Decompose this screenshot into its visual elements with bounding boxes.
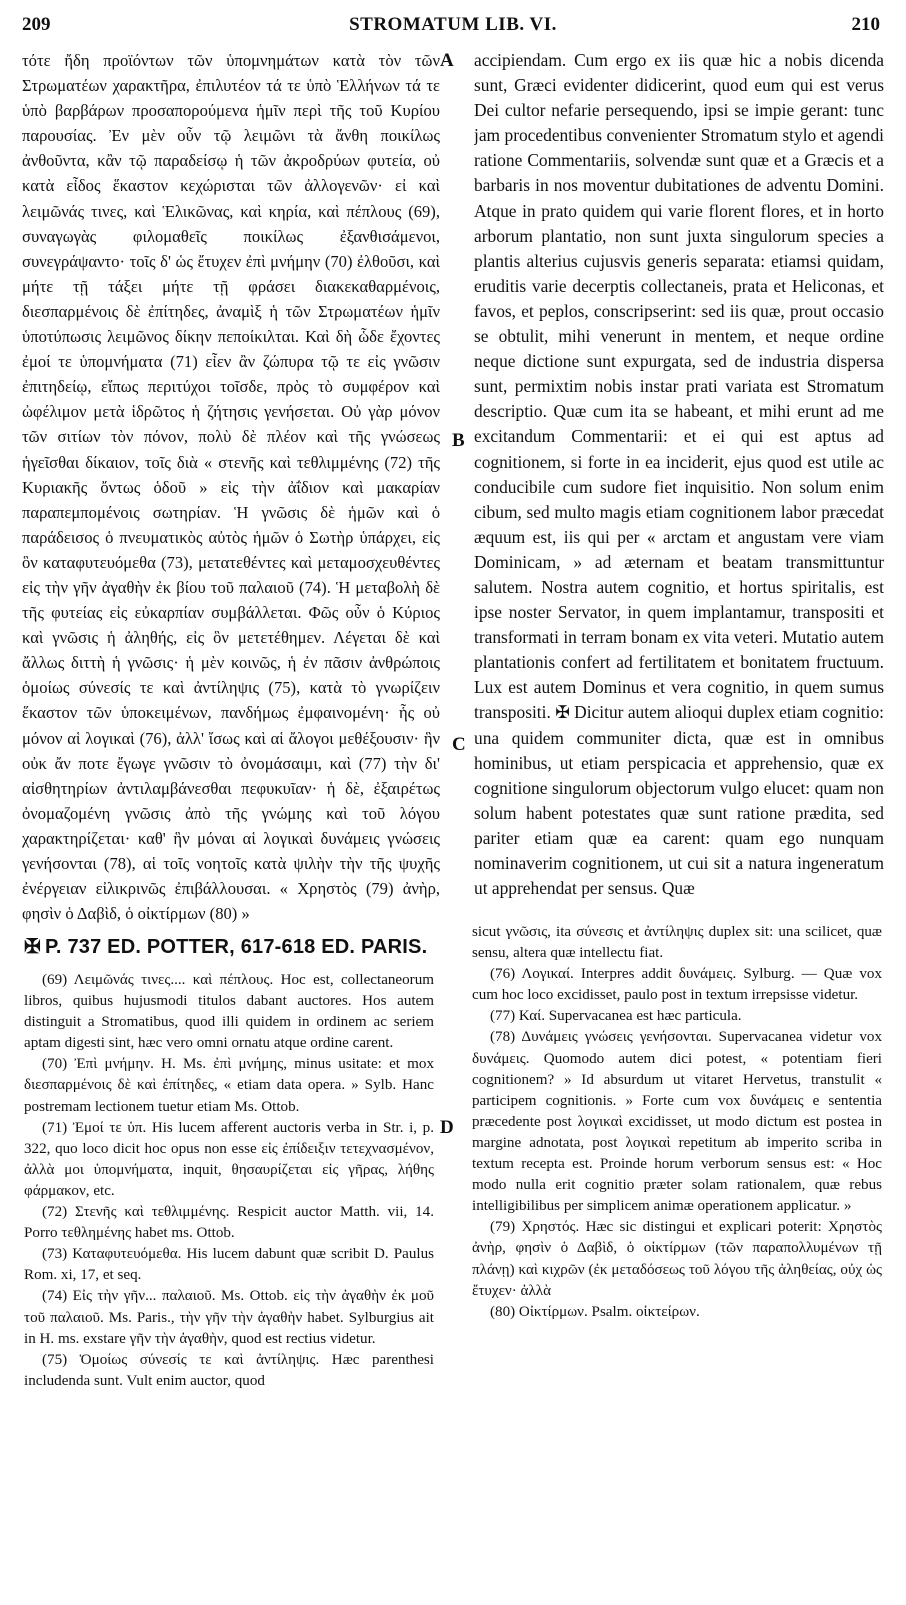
footnote-78: (78) Δυνάμεις γνώσεις γενήσονται. Supervacanea videtur vox δυνάμεις. Quomodo autem dici potest, « potentiam fieri cognitionem? » Id absurdum ut vitaret Hervetus, transtulit « participem cognitionis. » Forte cum vox δυνάμεις e sententia præcedente post λογικαὶ excidisset, ut modo dictum est postea in margine adnotata, post λογικαὶ repetitum ab imperito scriba in textum recepta est. Proinde horum verborum sensus est: « Hoc modo nulla erit cognitio præter solam rationalem, quæ rebus intelligibilibus per simplicem animæ operationem applicatur. » — [472, 1029, 882, 1215]
footnotes-right — [472, 922, 882, 1600]
footnotes-left — [24, 970, 434, 1600]
cross-icon: ✠ — [24, 936, 41, 958]
page-number-right: 210 — [851, 14, 880, 35]
margin-letter-c: C — [452, 734, 466, 755]
greek-paragraph: τότε ἤδη προϊόντων τῶν ὑπομνημάτων κατὰ τὸν τῶν Στρωματέων χαρακτῆρα, ἐπιλυτέον τά τε ὑπὸ Ἑλλήνων τά τε ὑπὸ βαρβάρων προσαπορούμενα ἡμῖν περὶ τῆς τοῦ Κυρίου παρουσίας. Ἐν μὲν οὖν τῷ λειμῶνι τὰ ἄνθη ποικίλως ἀνθοῦντα, κἂν τῷ παραδείσῳ ἡ τῶν ἀκροδρύων φυτεία, οὐ κατὰ εἶδος ἕκαστον κεχώρισται τῶν ἀλλογενῶν· εἰ καὶ λειμῶνάς τινες, καὶ Ἑλικῶνας, καὶ κηρία, καὶ πέπλους (69), συναγωγὰς φιλομαθεῖς ποικίλως ἐξανθισάμενοι, συνεγράψαντο· τοῖς δ' ὡς ἔτυχεν ἐπὶ μνήμην (70) ἐλθοῦσι, καὶ μήτε τῇ τάξει μήτε τῇ φράσει διακεκαθαρμένοις, διεσπαρμένοις δὲ ἐπίτηδες, ἀναμὶξ ἡ τῶν Στρωματέων ἡμῖν ὑποτύπωσις λειμῶνος δίκην πεποίκιλται. Καὶ δὴ ὧδε ἔχοντες ἐμοί τε ὑπομνήματα (71) εἶεν ἂν ζώπυρα τῷ τε εἰς γνῶσιν ἐπιτηδείῳ, εἴπως περιτύχοι τοῖσδε, πρὸς τὸ συμφέρον καὶ ὠφέλιμον μετὰ ἱδρῶτος ἡ ζήτησις γενήσεται. Οὐ γὰρ μόνον τῶν σιτίων τὸν πόνον, πολὺ δὲ πλέον καὶ τῆς γνώσεως ἡγεῖσθαι δίκαιον, τοῖς διὰ « στενῆς καὶ τεθλιμμένης (72) τῆς Κυριακῆς ὄντως ὁδοῦ » εἰς τὴν ἀΐδιον καὶ μακαρίαν παραπεμπομένοις σωτηρίαν. Ἡ γνῶσις δὲ ἡμῶν καὶ ὁ παράδεισος ὁ πνευματικὸς αὐτὸς ἡμῶν ὁ Σωτὴρ ὑπάρχει, εἰς ὃν καταφυτευόμεθα (73), μετατεθέντες καὶ μεταμοσχευθέντες εἰς τὴν γῆν ἀγαθὴν ἐκ βίου τοῦ παλαιοῦ (74). Ἡ μεταβολὴ δὲ τῆς φυτείας εἰς εὐκαρπίαν συμβάλλεται. Φῶς οὖν ὁ Κύριος καὶ γνῶσις ἡ ἀληθής, εἰς ὃν μετετέθημεν. Λέγεται δὲ καὶ ἄλλως διττὴ ἡ γνῶσις· ἡ μὲν κοινῶς, ἡ ἐν πᾶσιν ἀνθρώποις ὁμοίως σύνεσίς τε καὶ ἀντίληψις (75), κατὰ τὸ γνωρίζειν ἕκαστον τῶν ὑποκειμένων, πανδήμως ἐμφαινομένη· ἧς οὐ μόνον αἱ λογικαὶ (76), ἀλλ' ἴσως καὶ αἱ ἄλογοι μεθέξουσιν· ἣν οὐκ ἄν ποτε ἔγωγε γνῶσιν τὸ ὀνομάσαιμι, καὶ (77) τὴν δι' αἰσθητηρίων ἀντιλαμβάνεσθαι πεφυκυῖαν· ἡ δὲ, ἐξαιρέτως ὀνομαζομένη γνῶσις ἀπὸ τῆς γνώμης καὶ τοῦ λόγου χαρακτηρίζεται· καθ' ἣν μόναι αἱ λογικαὶ δυνάμεις γνώσεις γενήσονται (78), αἱ τοῖς νοητοῖς κατὰ ψιλὴν τὴν τῆς ψυχῆς ἐνέργειαν εἰλικρινῶς ἐπιβάλλουσαι. « Χρηστὸς (79) ἀνὴρ, φησὶν ὁ Δαβὶδ, ὁ οἰκτίρμων (80) » — [22, 51, 440, 924]
footnote-79: (79) Χρηστός. Hæc sic distingui et explicari poterit: Χρηστὸς ἀνὴρ, φησὶν ὁ Δαβὶδ, ὁ οἰκτίρμων (τῶν παραπολλυμένων τῇ πλάνῃ) καὶ κιχρῶν (ἐκ μεταδόσεως τοῦ λόγου τῆς ἀληθείας, οὐχ ὡς ἔτυχεν· ἀλλὰ — [472, 1219, 882, 1299]
margin-letter-a: A — [440, 50, 454, 71]
page-header — [0, 8, 906, 40]
footnote-76: (76) Λογικαί. Interpres addit δυνάμεις. Sylburg. — Quæ vox cum hoc loco excidisset, paulo post in textum irrepsisse videtur. — [472, 966, 882, 1004]
footnote-80: (80) Οἰκτίρμων. Psalm. οἰκτείρων. — [490, 1303, 700, 1320]
footnote-75: (75) Ὁμοίως σύνεσίς τε καὶ ἀντίληψις. Hæc parenthesi includenda sunt. Vult enim auctor, quod — [24, 1351, 434, 1389]
footnote-69: (69) Λειμῶνάς τινες.... καὶ πέπλους. Hoc est, collectaneorum libros, quibus hujusmodi titulos dabant auctores. Hos autem distinguit a Stromatibus, quod illi quidem in ordinem ac seriem aptam digesti sint, hæc vero omni ornatu atque ordine carent. — [24, 972, 434, 1052]
edition-reference-text: P. 737 ED. POTTER, 617-618 ED. PARIS. — [44, 936, 428, 958]
footnote-70: (70) Ἐπὶ μνήμην. H. Ms. ἐπὶ μνήμης, minus usitate: et mox διεσπαρμένοις δὲ καὶ ἐπίτηδες, « etiam data opera. » Sylb. Hanc postremam lectionem tuetur etiam Ms. Ottob. — [24, 1056, 434, 1115]
footnote-74: (74) Εἰς τὴν γῆν... παλαιοῦ. Ms. Ottob. εἰς τὴν ἀγαθὴν ἐκ μοῦ τοῦ παλαιοῦ. Ms. Paris., τὴν γῆν τὴν ἀγαθὴν habet. Sylburgius ait in H. ms. exstare γῆν τὴν ἀγαθὴν, quod est rectius videtur. — [24, 1288, 434, 1347]
footnote-73: (73) Καταφυτευόμεθα. His lucem dabunt quæ scribit D. Paulus Rom. xi, 17, et seq. — [24, 1246, 434, 1284]
running-title: STROMATUM LIB. VI. — [349, 14, 557, 35]
margin-letter-d: D — [440, 1117, 454, 1138]
footnote-71: (71) Ἐμοί τε ὑπ. His lucem afferent auctoris verba in Str. i, p. 322, quo loco dicit hoc opus non esse εἰς ἐπίδειξιν τετεχνασμένον, ἀλλὰ μοι ὑπομνήματα, inquit, θησαυρίζεται εἰς γῆρας, λήθης φάρμακον, etc. — [24, 1119, 434, 1199]
footnote-72: (72) Στενῆς καὶ τεθλιμμένης. Respicit auctor Matth. vii, 14. Porro τεθλημένης habet ms. Ottob. — [24, 1204, 434, 1242]
latin-paragraph: accipiendam. Cum ergo ex iis quæ hic a nobis dicenda sunt, Græci evidenter didicerint, quod eum qui est verus Dei cultor nefarie persequendo, ipsi se impie gerant: tunc jam procedentibus convenienter Stromatum stylo et agendi ratione Commentariis, solvendæ sunt quæ et a Græcis et a barbaris in nos moventur dubitationes de adventu Domini. Atque in prato quidem qui varie florent flores, et in horto arborum plantatio, non sunt juxta singulorum species a plantis alterius cujusvis generis separata: etiamsi quidam, eruditis varie decerptis collectaneis, prata et Heliconas, et favos, et peplos, conscripserint: sed iis quæ, prout occasio se obtulit, mihi venerunt in mentem, et neque ordine neque dictione sunt expurgata, sed de industria dispersa sunt, permixtim nobis instar prati variata est Stromatum descriptio. Quæ cum ita se habeant, et mihi erunt ad me excitandum Commentarii: et ei qui est aptus ad cognitionem, si forte in ea inciderit, ejus quod est utile ac conducibile cum sudore fiet inquisitio. Non solum enim cibum, sed multo magis etiam cognitionem labor præcedat æquum est, iis qui per « arctam et angustam vere viam Dominicam, » ad æternam et beatam transmittuntur salutem. Nostra autem cognitio, et hortus spiritalis, est ipse noster Servator, in quem implantamur, transpositi et transformati in terram bonam ex vita veteri. Mutatio autem plantationis confert ad fertilitatem et bonitatem fructuum. Lux est autem Dominus et vera cognitio, in quem sumus transpositi. ✠ Dicitur autem alioqui duplex etiam cognitio: una quidem communiter dicta, quæ est in omnibus hominibus, ut etiam perspicacia et apprehensio, quæ ex cognitione singulorum objectorum vulgo elucet: quam non solum habent potestates quæ sunt ratione prædita, sed pariter etiam quæ ea carent: quam ego nunquam nominaverim cognitionem, ut cui sit a natura ingeneratum ut apprehendat per sensus. Quæ — [474, 50, 884, 899]
edition-reference — [24, 934, 427, 964]
page-number-left: 209 — [22, 14, 51, 35]
footnote-75-continued: sicut γνῶσις, ita σύνεσις et ἀντίληψις duplex sit: una scilicet, quæ sensu, altera quæ intellectu fiat. — [472, 924, 882, 962]
latin-text-column — [474, 48, 884, 924]
greek-text-column — [22, 48, 440, 924]
margin-letter-b: B — [452, 430, 465, 451]
footnote-77: (77) Καί. Supervacanea est hæc particula. — [490, 1008, 742, 1025]
